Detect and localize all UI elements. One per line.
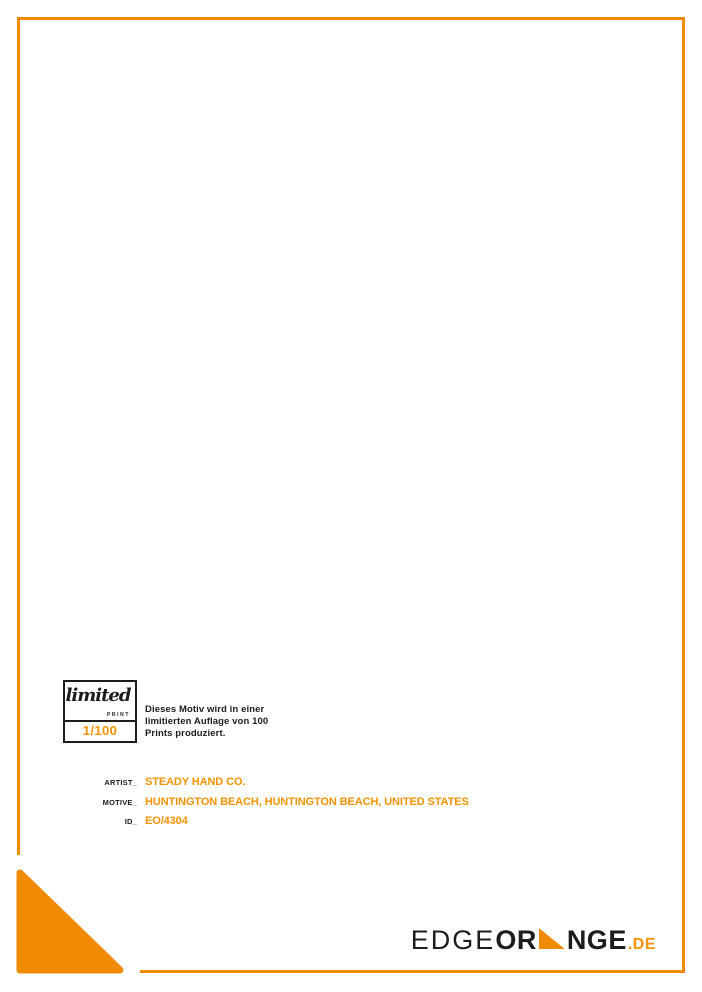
limited-print-badge: [63, 680, 137, 743]
frame-right-border: [682, 17, 685, 973]
edition-note-line3: Prints produziert.: [145, 728, 226, 739]
motive-label: MOTIVE_: [102, 797, 137, 807]
detail-row-artist: [74, 776, 469, 796]
edition-note: [145, 704, 268, 740]
brand-logo: [411, 925, 656, 956]
badge-print-label: PRINT: [107, 712, 130, 718]
logo-tld: .DE: [627, 936, 656, 953]
artist-value: STEADY HAND CO.: [145, 776, 246, 788]
edition-note-line2: limitierten Auflage von 100: [145, 716, 269, 727]
id-value: EO/4304: [145, 815, 188, 827]
logo-text-or: OR: [495, 925, 537, 955]
corner-triangle: [13, 866, 127, 978]
frame-top-border: [17, 17, 685, 20]
print-details: [74, 776, 469, 835]
logo-triangle-icon: [539, 928, 565, 949]
frame-left-border: [17, 17, 20, 855]
badge-bottom-section: [65, 722, 135, 739]
id-label: ID_: [124, 817, 137, 826]
logo-text-nge: NGE: [566, 925, 627, 955]
detail-row-id: [74, 815, 469, 835]
frame-bottom-border: [140, 970, 685, 973]
artist-label: ARTIST_: [104, 778, 137, 787]
motive-value: HUNTINGTON BEACH, HUNTINGTON BEACH, UNITED STATES: [145, 795, 469, 808]
logo-text-edge: EDGE: [410, 925, 496, 955]
badge-top-section: [65, 682, 135, 722]
detail-row-motive: [74, 796, 469, 816]
badge-script-label: limited: [65, 685, 131, 706]
edition-note-line1: Dieses Motiv wird in einer: [145, 704, 265, 715]
badge-edition-number: 1/100: [82, 723, 118, 738]
